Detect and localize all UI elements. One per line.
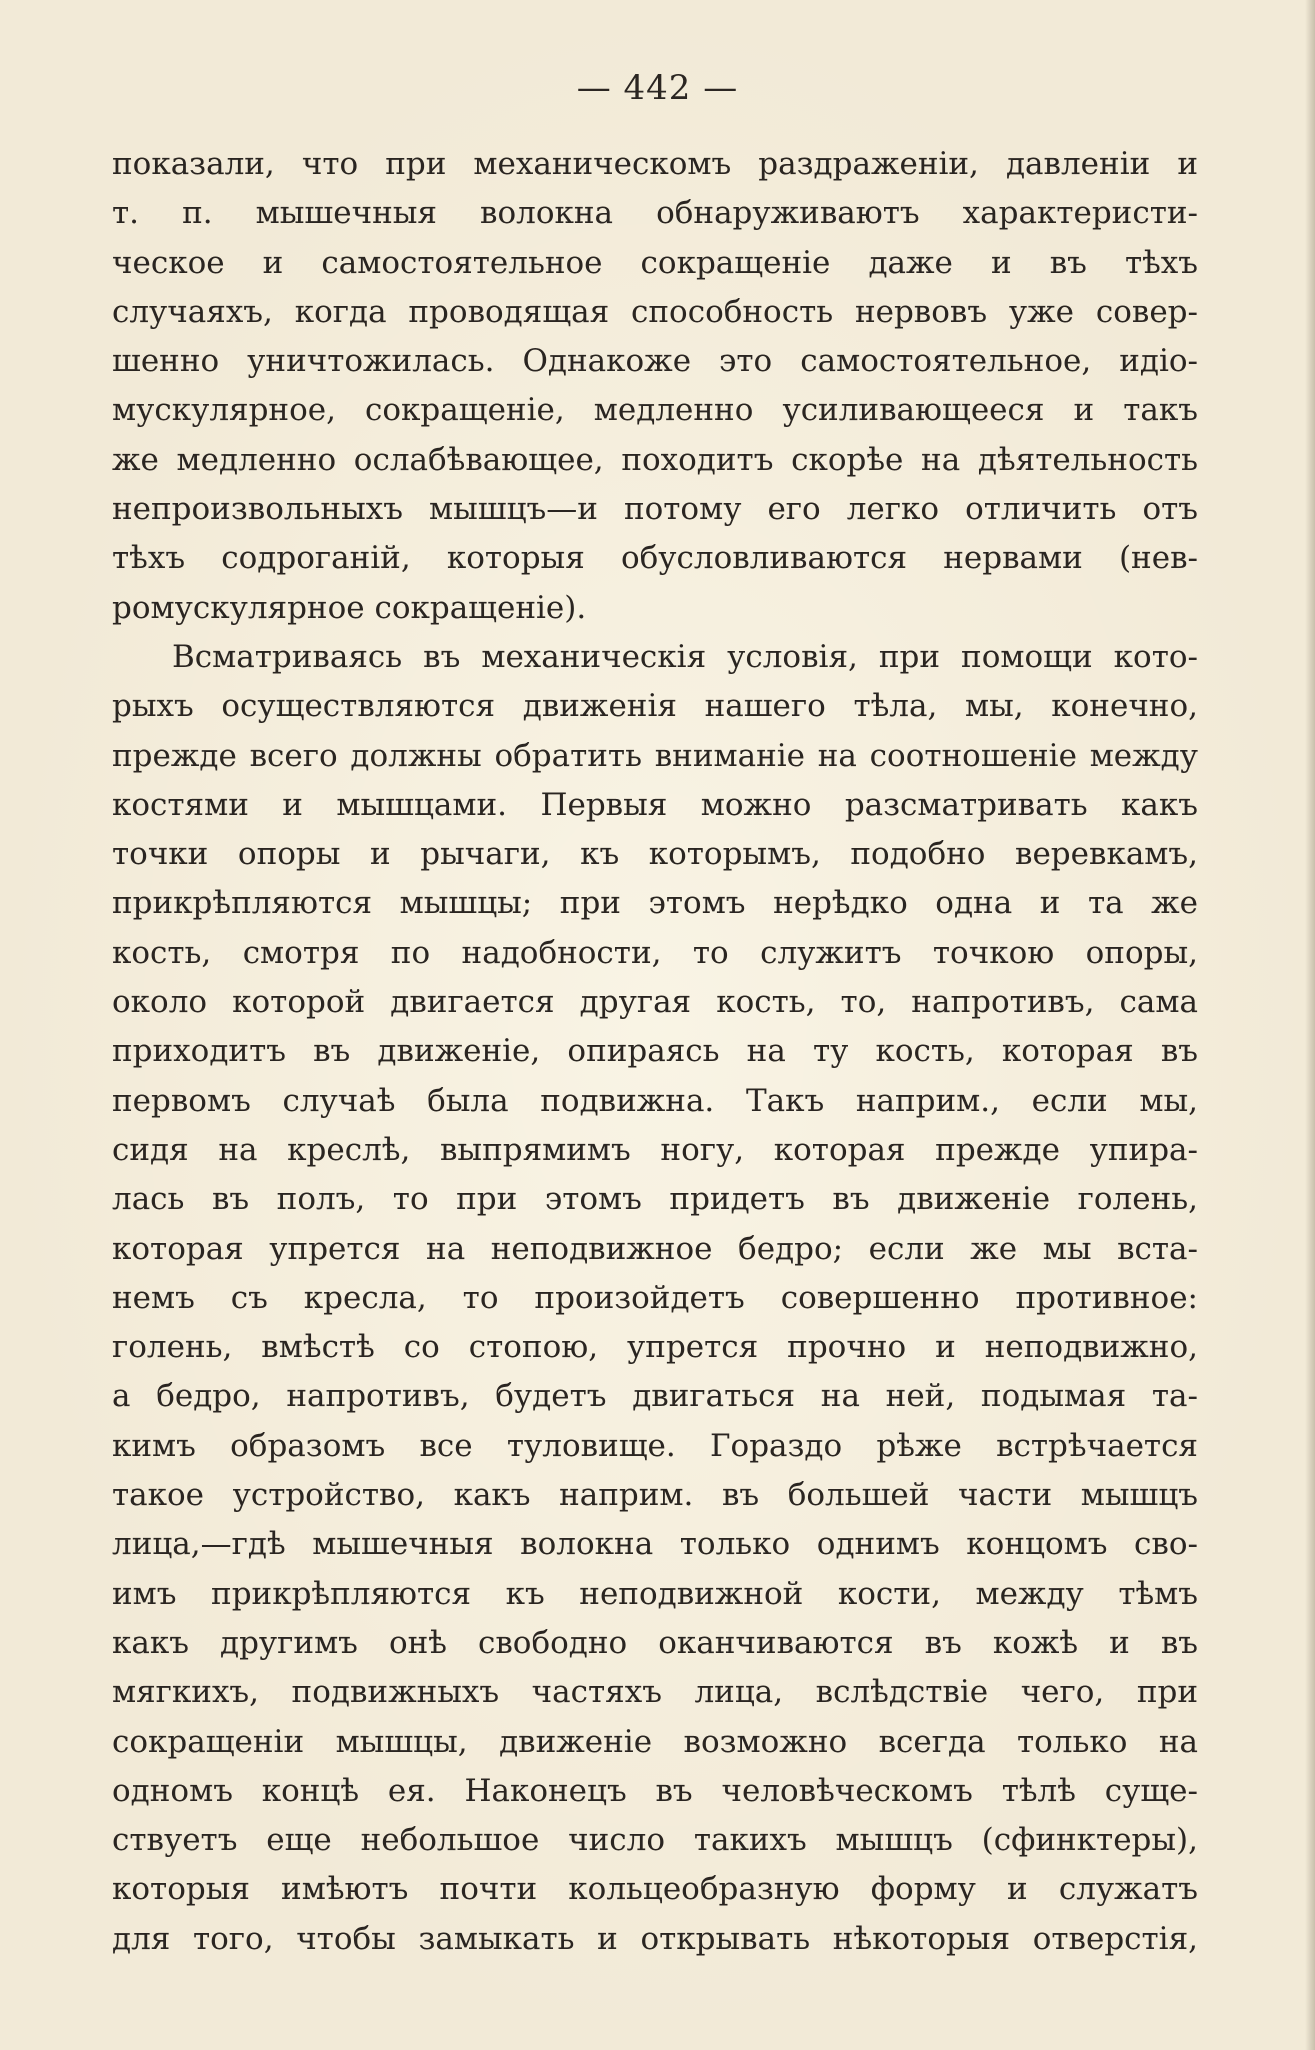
text-line: какъ другимъ онѣ свободно оканчиваются въ кожѣ и въ — [112, 1624, 1198, 1661]
text-line: голень, вмѣстѣ со стопою, упрется прочно и неподвижно, — [112, 1329, 1198, 1366]
text-line: шенно уничтожилась. Однакоже это самостоятельное, идіо- — [112, 343, 1198, 380]
text-line: Всматриваясь въ механическія условія, при помощи кото- — [172, 638, 1198, 675]
text-line: для того, чтобы замыкать и открывать нѣкоторыя отверстія, — [112, 1920, 1198, 1957]
text-line: одномъ концѣ ея. Наконецъ въ человѣческомъ тѣлѣ суще- — [112, 1772, 1198, 1809]
text-line: непроизвольныхъ мышцъ—и потому его легко отличить отъ — [112, 491, 1198, 528]
text-line: показали, что при механическомъ раздраженіи, давленіи и — [112, 146, 1198, 182]
text-line: т. п. мышечныя волокна обнаруживаютъ характеристи- — [112, 195, 1198, 232]
text-line: прежде всего должны обратить вниманіе на соотношеніе между — [112, 737, 1198, 774]
text-line: костями и мышцами. Первыя можно разсматривать какъ — [112, 786, 1198, 823]
text-line: имъ прикрѣпляются къ неподвижной кости, между тѣмъ — [112, 1575, 1198, 1612]
page-number: — 442 — — [576, 68, 739, 108]
text-line: ческое и самостоятельное сокращеніе даже и въ тѣхъ — [112, 244, 1198, 281]
text-line: сокращеніи мышцы, движеніе возможно всегда только на — [112, 1723, 1198, 1760]
paragraph-1 — [112, 140, 1198, 633]
text-line: кость, смотря по надобности, то служитъ точкою опоры, — [112, 934, 1198, 971]
text-line: мускулярное, сокращеніе, медленно усиливающееся и такъ — [112, 392, 1198, 429]
body-text — [112, 140, 1198, 1964]
text-line: которая упрется на неподвижное бедро; если же мы вста- — [112, 1230, 1198, 1267]
text-line: лица,—гдѣ мышечныя волокна только однимъ концомъ сво- — [112, 1526, 1198, 1563]
text-line: случаяхъ, когда проводящая способность нервовъ уже совер- — [112, 293, 1198, 330]
text-line: точки опоры и рычаги, къ которымъ, подобно веревкамъ, — [112, 836, 1198, 873]
text-line: такое устройство, какъ наприм. въ большей части мышцъ — [112, 1477, 1198, 1514]
text-line: сидя на креслѣ, выпрямимъ ногу, которая прежде упира- — [112, 1131, 1198, 1168]
text-line: приходитъ въ движеніе, опираясь на ту кость, которая въ — [112, 1033, 1198, 1070]
text-line: около которой двигается другая кость, то, напротивъ, сама — [112, 984, 1198, 1021]
text-line: ромускулярное сокращеніе). — [112, 589, 587, 626]
text-line: мягкихъ, подвижныхъ частяхъ лица, вслѣдствіе чего, при — [112, 1674, 1198, 1711]
text-line: первомъ случаѣ была подвижна. Такъ наприм., если мы, — [112, 1082, 1198, 1119]
text-line: же медленно ослабѣвающее, походитъ скорѣе на дѣятельность — [112, 441, 1198, 478]
text-line: рыхъ осуществляются движенія нашего тѣла, мы, конечно, — [112, 688, 1198, 725]
text-line: кимъ образомъ все туловище. Гораздо рѣже встрѣчается — [112, 1427, 1198, 1464]
text-line: которыя имѣютъ почти кольцеобразную форму и служатъ — [112, 1871, 1198, 1908]
text-line: тѣхъ содроганій, которыя обусловливаются нервами (нев- — [112, 540, 1198, 577]
text-line: лась въ полъ, то при этомъ придетъ въ движеніе голень, — [112, 1181, 1198, 1218]
paragraph-2 — [112, 633, 1198, 1964]
page-edge-shadow — [1305, 0, 1315, 2050]
text-line: а бедро, напротивъ, будетъ двигаться на ней, подымая та- — [112, 1378, 1198, 1415]
text-line: немъ съ кресла, то произойдетъ совершенно противное: — [112, 1279, 1198, 1316]
text-line: ствуетъ еще небольшое число такихъ мышцъ (сфинктеры), — [112, 1822, 1198, 1859]
text-line: прикрѣпляются мышцы; при этомъ нерѣдко одна и та же — [112, 885, 1198, 922]
